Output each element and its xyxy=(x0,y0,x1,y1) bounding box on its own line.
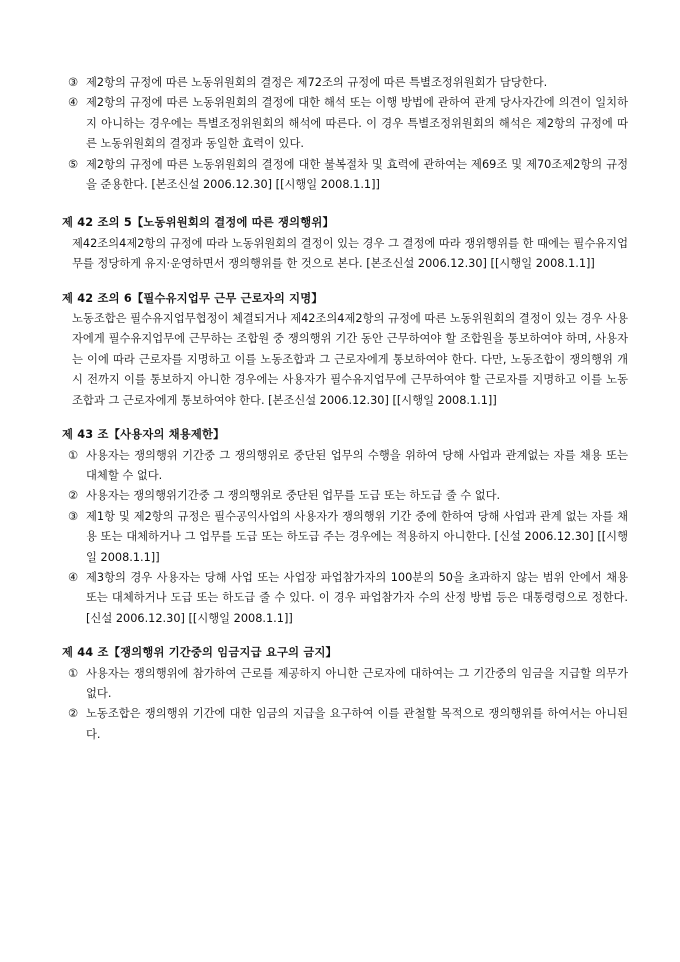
article-body: 노동조합은 필수유지업무협정이 체결되거나 제42조의4제2항의 규정에 따른 노동위원회의 결정이 있는 경우 사용자에게 필수유지업무에 근무하는 조합원 중 쟁의행위 기간 동안 근무하여야 할 조합원을 통보하여야 하며, 사용자는 이에 따라 근로자를 지명하고 이를 노동조합과 그 근로자에게 통보하여야 한다. 다만, 노동조합이 쟁의행위 개시 전까지 이를 통보하지 아니한 경우에는 사용자가 필수유지업무에 근무하여야 할 근로자를 지명하고 이를 노동조합과 그 근로자에게 통보하여야 한다. [본조신설 2006.12.30] [[시행일 2008.1.1]] xyxy=(72,312,628,407)
item-text: 제1항 및 제2항의 규정은 필수공익사업의 사용자가 쟁의행위 기간 중에 한하여 당해 사업과 관계 없는 자를 채용 또는 대체하거나 그 업무를 도급 또는 하도급 주는 경우에는 적용하지 아니한다. [신설 2006.12.30] [[시행일 2008.1.1]] xyxy=(86,509,628,564)
article-heading: 제 42 조의 6【필수유지업무 근무 근로자의 지명】 xyxy=(62,291,323,305)
list-item xyxy=(62,73,628,93)
document-page xyxy=(62,73,628,759)
item-number: ④ xyxy=(68,570,79,584)
item-number: ② xyxy=(68,707,79,721)
list-item xyxy=(62,568,628,629)
item-number: ③ xyxy=(68,76,79,89)
list-item xyxy=(62,155,628,196)
article-42-5 xyxy=(62,213,628,274)
item-number: ② xyxy=(68,489,79,503)
list-item xyxy=(62,446,628,487)
item-text: 사용자는 쟁의행위기간중 그 쟁의행위로 중단된 업무를 도급 또는 하도급 줄 수 없다. xyxy=(86,489,501,503)
item-text: 사용자는 쟁의행위 기간중 그 쟁의행위로 중단된 업무의 수행을 위하여 당해 사업과 관계없는 자를 채용 또는 대체할 수 없다. xyxy=(86,448,628,482)
list-item xyxy=(62,664,628,705)
list-item xyxy=(62,93,628,154)
item-number: ⑤ xyxy=(68,157,79,171)
list-item xyxy=(62,507,628,568)
article-42-6 xyxy=(62,289,628,411)
article-heading: 제 43 조【사용자의 채용제한】 xyxy=(62,428,225,442)
intro-section xyxy=(62,73,628,195)
item-text: 사용자는 쟁의행위에 참가하여 근로를 제공하지 아니한 근로자에 대하여는 그 기간중의 임금을 지급할 의무가 없다. xyxy=(86,666,628,700)
list-item xyxy=(62,704,628,745)
article-body: 제42조의4제2항의 규정에 따라 노동위원회의 결정이 있는 경우 그 결정에 따라 쟁위행위를 한 때에는 필수유지업무를 정당하게 유지·운영하면서 쟁의행위를 한 것으로 본다. [본조신설 2006.12.30] [[시행일 2008.1.1]] xyxy=(72,236,628,271)
article-44 xyxy=(62,643,628,745)
item-text: 제2항의 규정에 따른 노동위원회의 결정에 대한 해석 또는 이행 방법에 관하여 관계 당사자간에 의견이 일치하지 아니하는 경우에는 특별조정위원회의 해석에 따른다. 이 경우 특별조정위원회의 해석은 제2항의 규정에 따른 노동위원회의 결정과 동일한 효력이 있다. xyxy=(86,96,628,151)
item-text: 제3항의 경우 사용자는 당해 사업 또는 사업장 파업참가자의 100분의 50을 초과하지 않는 범위 안에서 채용 또는 대체하거나 도급 또는 하도급 줄 수 있다. 이 경우 파업참가자 수의 산정 방법 등은 대통령령으로 정한다. [신설 2006.12.30] [[시행일 2008.1.1]] xyxy=(86,570,628,625)
article-43 xyxy=(62,425,628,629)
item-text: 노동조합은 쟁의행위 기간에 대한 임금의 지급을 요구하여 이를 관철할 목적으로 쟁의행위를 하여서는 아니된다. xyxy=(86,707,628,741)
item-text: 제2항의 규정에 따른 노동위원회의 결정은 제72조의 규정에 따른 특별조정위원회가 담당한다. xyxy=(86,76,548,89)
list-item xyxy=(62,486,628,506)
item-number: ① xyxy=(68,448,79,462)
item-number: ① xyxy=(68,666,79,680)
article-heading: 제 44 조【쟁의행위 기간중의 임금지급 요구의 금지】 xyxy=(62,646,338,660)
item-text: 제2항의 규정에 따른 노동위원회의 결정에 대한 불복절차 및 효력에 관하여는 제69조 및 제70조제2항의 규정을 준용한다. [본조신설 2006.12.30] [[시행일 2008.1.1]] xyxy=(86,157,628,192)
item-number: ④ xyxy=(68,96,79,110)
item-number: ③ xyxy=(68,509,79,523)
article-heading: 제 42 조의 5【노동위원회의 결정에 따른 쟁의행위】 xyxy=(62,216,335,230)
